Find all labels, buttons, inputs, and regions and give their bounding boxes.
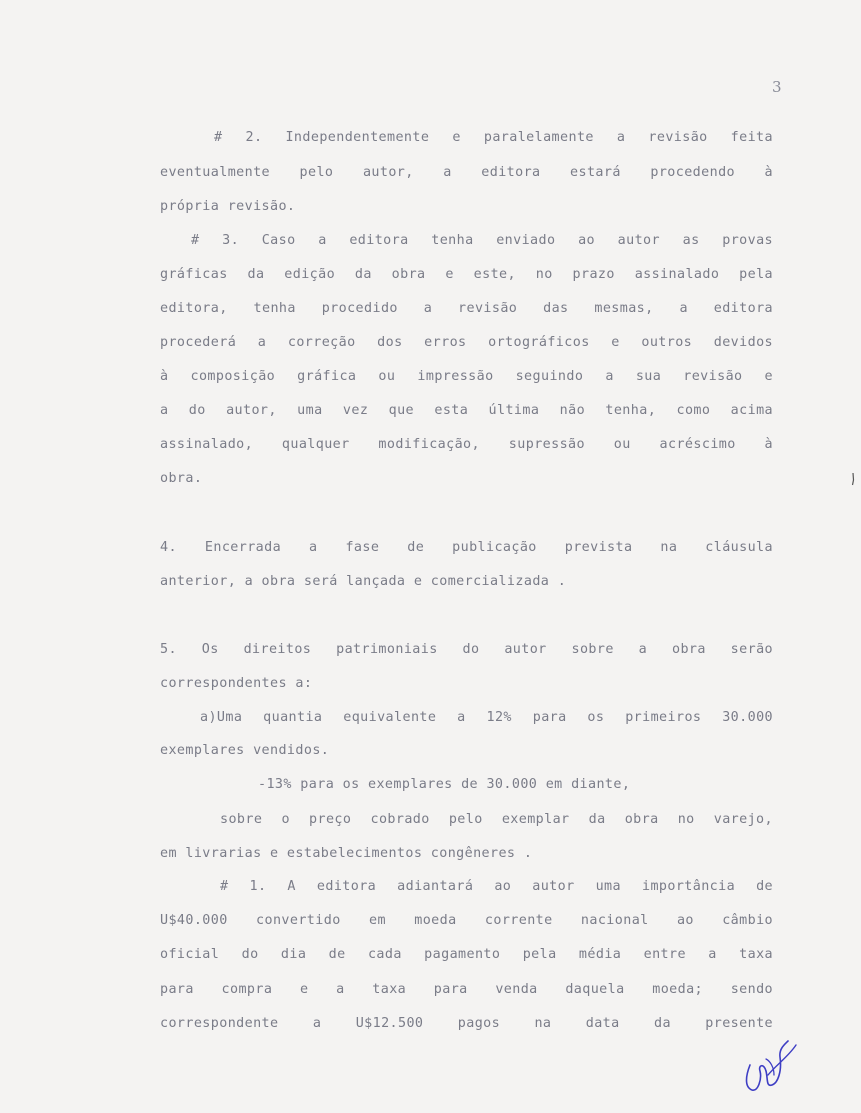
text-line: gráficas da edição da obra e este, no prazo assinalado pela (160, 267, 773, 282)
text-line: própria revisão. (160, 199, 296, 214)
text-line: oficial do dia de cada pagamento pela média entre a taxa (160, 947, 773, 962)
text-line: correspondente a U$12.500 pagos na data da presente (160, 1016, 773, 1031)
text-line: eventualmente pelo autor, a editora estará procedendo à (160, 165, 773, 180)
page-number: 3 (772, 78, 782, 96)
text-line: a do autor, uma vez que esta última não tenha, como acima (160, 403, 773, 418)
text-line: sobre o preço cobrado pelo exemplar da obra no varejo, (220, 812, 773, 827)
text-line: assinalado, qualquer modificação, supressão ou acréscimo à (160, 437, 773, 452)
text-line: obra. (160, 471, 203, 486)
text-line: # 1. A editora adiantará ao autor uma importância de (220, 879, 773, 894)
text-line: procederá a correção dos erros ortográficos e outros devidos (160, 335, 773, 350)
text-line: correspondentes a: (160, 676, 313, 691)
text-line: 4. Encerrada a fase de publicação prevista na cláusula (160, 540, 773, 555)
text-line: -13% para os exemplares de 30.000 em diante, (258, 777, 631, 792)
text-line: à composição gráfica ou impressão seguindo a sua revisão e (160, 369, 773, 384)
text-line: exemplares vendidos. (160, 743, 330, 758)
text-line: a)Uma quantia equivalente a 12% para os primeiros 30.000 (200, 710, 773, 725)
text-line: em livrarias e estabelecimentos congêneres . (160, 846, 533, 861)
text-line: anterior, a obra será lançada e comercializada . (160, 574, 567, 589)
signature-initials (738, 1035, 798, 1093)
text-line: U$40.000 convertido em moeda corrente nacional ao câmbio (160, 913, 773, 928)
text-line: # 2. Independentemente e paralelamente a revisão feita (214, 130, 773, 145)
text-line: 5. Os direitos patrimoniais do autor sobre a obra serão (160, 642, 773, 657)
margin-mark (851, 472, 855, 486)
text-line: # 3. Caso a editora tenha enviado ao autor as provas (191, 233, 773, 248)
text-line: para compra e a taxa para venda daquela moeda; sendo (160, 982, 773, 997)
text-line: editora, tenha procedido a revisão das mesmas, a editora (160, 301, 773, 316)
